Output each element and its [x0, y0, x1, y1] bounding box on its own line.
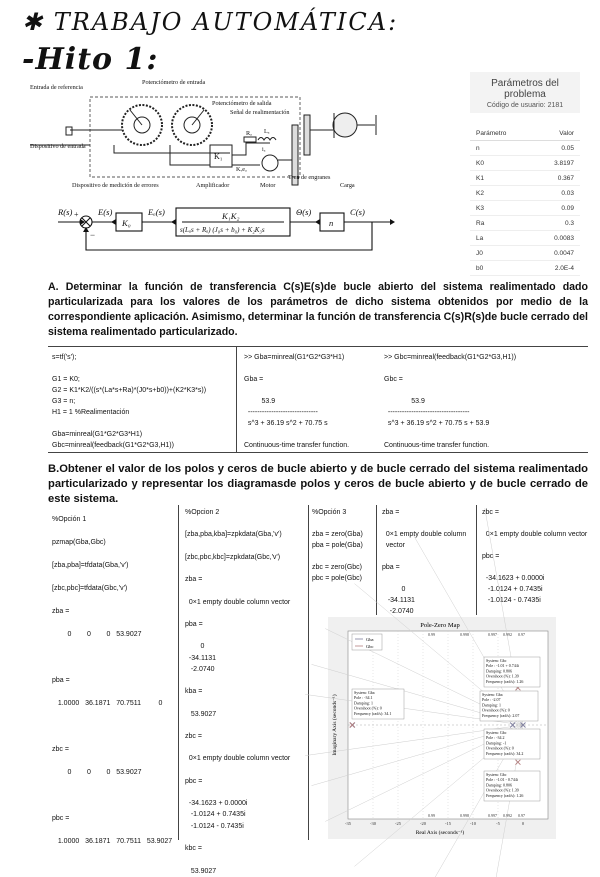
- label-ia: iₐ: [262, 146, 266, 153]
- divider: [236, 346, 237, 452]
- damping-label: 0.99: [428, 813, 435, 818]
- parameter-grid: [470, 127, 580, 276]
- tooltip-text: System: Gbc Pole : -1.01 + 0.744i Damping: 0.806 Overshoot (%): 1.39 Frequency (rad/s): 1.26: [486, 658, 524, 684]
- damping-label: 0.992: [503, 632, 512, 637]
- label-kv: Kᵥeₐ: [236, 166, 247, 173]
- label-r: R(s): [58, 207, 73, 217]
- x-tick-label: -35: [345, 821, 351, 826]
- code-b-option3-open: zba = 0×1 empty double column vector pba = 0 -34.1131 -2.0740: [382, 509, 467, 615]
- col-value: Valor: [533, 127, 580, 141]
- divider: [376, 505, 377, 615]
- param-value: 0.0083: [533, 231, 580, 246]
- label-amplificador: Amplificador: [196, 182, 230, 189]
- code-a-closed-loop: >> Gbc=minreal(feedback(G1*G2*G3,H1)) Gbc = 53.9 ----------------------------------- s^3 + 36.19 s^2 + 70.75 s + 53.9 Continuous-time transfer function.: [384, 354, 517, 449]
- param-value: 3.8197: [533, 156, 580, 171]
- x-tick-label: -5: [496, 821, 500, 826]
- damping-label: 0.992: [503, 813, 512, 818]
- damping-label: 0.998: [460, 813, 469, 818]
- divider: [476, 505, 477, 615]
- page-subtitle: -Hito 1:: [22, 42, 159, 77]
- table-row: [470, 141, 580, 156]
- param-name: K2: [470, 186, 533, 201]
- section-a-text: A. Determinar la función de transferencia C(s)E(s)de bucle abierto del sistema realimentado dado particularizada para los valores de los parámetros de dicho sistema obtenidos por medio de la correspondiente aplicación. Asimismo, determinar la función de transferencia C(s)R(s)de bucle cerrado del sistema realimentado particularizado.: [48, 281, 588, 338]
- table-row: [470, 231, 580, 246]
- table-row: [470, 261, 580, 276]
- table-row: [470, 171, 580, 186]
- pzmap-xlabel: Real Axis (seconds⁻¹): [415, 830, 465, 836]
- pzmap-svg: [328, 617, 556, 839]
- block-diagram: [58, 200, 398, 260]
- user-code: Código de usuario: 2181: [486, 102, 564, 109]
- table-row: [470, 201, 580, 216]
- legend-gba: Gba: [366, 637, 374, 642]
- x-tick-label: -25: [395, 821, 401, 826]
- param-value: 0.0047: [533, 246, 580, 261]
- label-pot-salida: Potenciómetro de salida: [212, 100, 272, 107]
- code-a-definition: s=tf('s'); G1 = K0; G2 = K1*K2/((s*(La*s+Ra)*(J0*s+b0))+(K2*K3*s)) G3 = n; H1 = 1 %Realimentación Gba=minreal(G1*G2*G3*H1) Gbc=minreal(feedback(G1*G2*G3,H1)): [52, 354, 207, 449]
- damping-label: 0.97: [518, 813, 525, 818]
- table-row: [470, 216, 580, 231]
- table-row: [470, 186, 580, 201]
- col-param: Parámetro: [470, 127, 533, 141]
- table-row: [470, 246, 580, 261]
- label-carga: Carga: [340, 182, 355, 189]
- label-k1: K₁: [214, 152, 223, 161]
- param-value: 0.09: [533, 201, 580, 216]
- x-tick-label: -15: [445, 821, 451, 826]
- param-name: K0: [470, 156, 533, 171]
- x-tick-label: -30: [370, 821, 376, 826]
- label-n: n: [329, 218, 334, 228]
- code-b-option1: %Opción 1 pzmap(Gba,Gbc) [zba,pba]=tfdata(Gba,'v') [zbc,pbc]=tfdata(Gbc,'v') zba = 0 0 0 53.9027 pba = 1.0000 36.1871 70.7511 0 zbc = 0 0 0 53.9027 pbc = 1.0000 36.1871 70.7511 53.9027: [52, 516, 173, 845]
- section-b-text: B.Obtener el valor de los polos y ceros de bucle abierto y de bucle cerrado del sistema realimentado particularizado y representar los diagramasde polos y ceros de bucle abierto y de bucle cerrado de este sistema.: [48, 463, 588, 505]
- page-title: ✱ TRABAJO AUTOMÁTICA:: [22, 8, 399, 36]
- label-disp-entrada: Dispositivo de entrada: [30, 143, 86, 150]
- damping-label: 0.997: [488, 632, 497, 637]
- code-b-option2: %Opcion 2 [zba,pba,kba]=zpkdata(Gba,'v') [zbc,pbc,kbc]=zpkdata(Gbc,'v') zba = 0×1 empty double column vector pba = 0 -34.1131 -2.0740 kba = 53.9027 zbc = 0×1 empty double column vector pbc = -34.1623 + 0.0000i -1.0124 + 0.7435i -1.0124 - 0.7435i kbc = 53.9027: [185, 509, 291, 875]
- pzmap-ylabel: Imaginary Axis (seconds⁻¹): [332, 694, 338, 756]
- pole-zero-map: [328, 617, 556, 839]
- label-ra: Rₐ: [246, 130, 252, 137]
- param-name: b0: [470, 261, 533, 276]
- label-entrada-ref: Entrada de referencia: [30, 84, 83, 91]
- label-theta: Θ(s): [296, 207, 312, 217]
- load: [333, 113, 357, 137]
- damping-label: 0.997: [488, 813, 497, 818]
- pzmap-title: Pole-Zero Map: [420, 622, 460, 629]
- label-ea: Eₐ(s): [148, 207, 165, 217]
- param-name: K3: [470, 201, 533, 216]
- damping-label: 0.998: [460, 632, 469, 637]
- param-value: 2.0E-4: [533, 261, 580, 276]
- param-name: n: [470, 141, 533, 156]
- damping-label: 0.97: [518, 632, 525, 637]
- param-value: 0.05: [533, 141, 580, 156]
- tooltip-text: System: Gbc Pole : -1.01 - 0.744i Damping: 0.806 Overshoot (%): 1.39 Frequency (rad/s): 1.26: [486, 772, 524, 798]
- code-b-option3: %Opción 3 zba = zero(Gba) pba = pole(Gba) zbc = zero(Gbc) pbc = pole(Gbc): [312, 509, 363, 582]
- code-a-open-loop: >> Gba=minreal(G1*G2*G3*H1) Gba = 53.9 ------------------------------ s^3 + 36.19 s^2 + 70.75 s Continuous-time transfer function.: [244, 354, 350, 449]
- label-minus: −: [90, 230, 96, 240]
- servo-schematic: [30, 75, 385, 195]
- param-name: La: [470, 231, 533, 246]
- label-disp-medicion: Dispositivo de medición de errores: [72, 182, 159, 189]
- parameter-title: Parámetros del problema: [491, 78, 559, 100]
- tooltip-text: System: Gba Pole : -2.07 Damping: 1 Overshoot (%): 0 Frequency (rad/s): 2.07: [482, 692, 520, 718]
- param-value: 0.367: [533, 171, 580, 186]
- divider: [308, 505, 309, 840]
- label-k0: K₀: [122, 218, 131, 228]
- param-name: Ra: [470, 216, 533, 231]
- label-tren: Tren de engranes: [288, 174, 331, 181]
- divider: [178, 505, 179, 840]
- param-name: K1: [470, 171, 533, 186]
- legend-gbc: Gbc: [366, 644, 374, 649]
- label-pot-entrada: Potenciómetro de entrada: [142, 79, 206, 86]
- label-e: E(s): [98, 207, 113, 217]
- parameter-header: [470, 72, 580, 113]
- label-num: K₁K₂: [222, 211, 240, 221]
- tooltip-text: System: Gba Pole : -34.1 Damping: 1 Overshoot (%): 0 Frequency (rad/s): 34.1: [354, 690, 392, 716]
- label-la: Lₐ: [264, 128, 270, 135]
- label-senal-real: Señal de realimentación: [230, 109, 290, 116]
- label-plus: +: [74, 210, 79, 219]
- label-motor: Motor: [260, 182, 276, 189]
- table-row: [470, 156, 580, 171]
- x-tick-label: -20: [420, 821, 426, 826]
- x-tick-label: -10: [470, 821, 476, 826]
- motor: [262, 155, 278, 171]
- x-tick-label: 0: [521, 821, 525, 826]
- divider: [48, 452, 588, 453]
- tooltip-text: System: Gbc Pole : -34.2 Damping: -1 Overshoot (%): 0 Frequency (rad/s): 34.2: [486, 730, 524, 756]
- param-value: 0.03: [533, 186, 580, 201]
- divider: [48, 346, 588, 347]
- param-value: 0.3: [533, 216, 580, 231]
- parameter-table: [470, 72, 580, 276]
- damping-label: 0.99: [428, 632, 435, 637]
- code-b-option3-closed: zbc = 0×1 empty double column vector pbc = -34.1623 + 0.0000i -1.0124 + 0.7435i -1.0124 - 0.7435i: [482, 509, 588, 604]
- param-name: J0: [470, 246, 533, 261]
- label-den: s(Lₐs + Rₐ) (J₀s + b₀) + K₂K₃s: [180, 226, 265, 234]
- label-c: C(s): [350, 207, 365, 217]
